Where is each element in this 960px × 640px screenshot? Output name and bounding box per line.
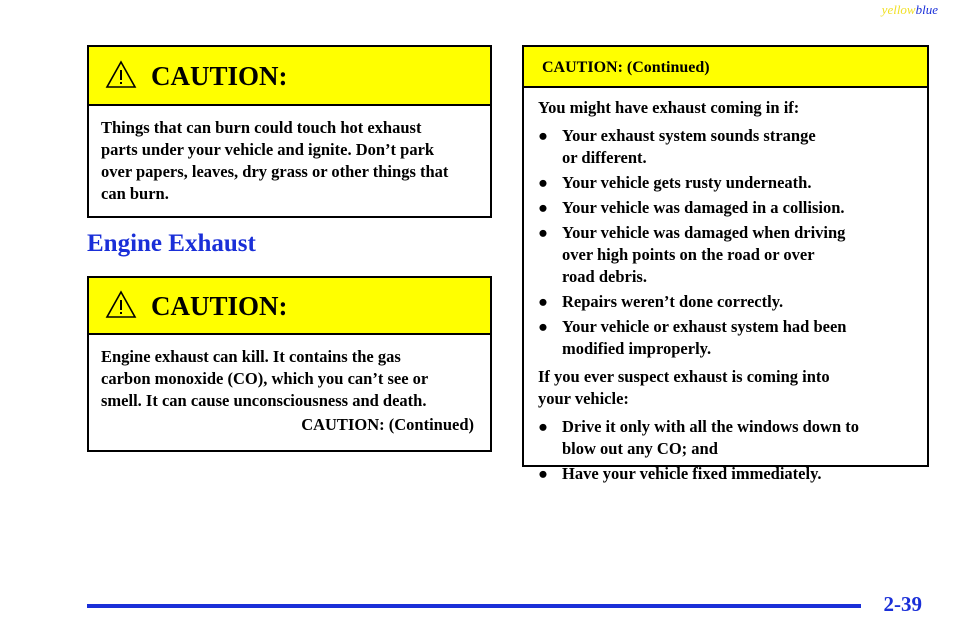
caution-line: Things that can burn could touch hot exhaust bbox=[101, 118, 422, 137]
list-item: ● Your exhaust system sounds strange or different. bbox=[538, 126, 816, 167]
caution-box-burn bbox=[87, 45, 492, 218]
warning-triangle-icon bbox=[105, 60, 137, 89]
bullet-icon: ● bbox=[538, 464, 548, 483]
caution-paragraph: If you ever suspect exhaust is coming into your vehicle: bbox=[538, 367, 830, 408]
warning-triangle-icon bbox=[105, 290, 137, 319]
list-item: ● Drive it only with all the windows down to blow out any CO; and bbox=[538, 417, 860, 458]
caution-continued-header: CAUTION: (Continued) bbox=[542, 59, 710, 76]
list-item: ● Have your vehicle fixed immediately. bbox=[538, 464, 822, 483]
bullet-icon: ● bbox=[538, 317, 548, 336]
bullet-icon: ● bbox=[538, 198, 548, 217]
caution-title: CAUTION: bbox=[151, 291, 288, 321]
caution-line: parts under your vehicle and ignite. Don’t park bbox=[101, 140, 435, 159]
caution-box-exhaust bbox=[87, 276, 492, 452]
list-item: ● Your vehicle gets rusty underneath. bbox=[538, 173, 812, 192]
caution-body bbox=[538, 97, 918, 491]
list-item: ● Your vehicle was damaged when driving over high points on the road or over road debris. bbox=[538, 223, 846, 286]
action-list bbox=[538, 416, 918, 485]
caution-line: can burn. bbox=[101, 184, 169, 203]
caution-title: CAUTION: bbox=[151, 61, 288, 91]
bullet-icon: ● bbox=[538, 126, 548, 145]
list-item: ● Your vehicle or exhaust system had been modified improperly. bbox=[538, 317, 847, 358]
list-item: ● Your vehicle was damaged in a collision. bbox=[538, 198, 845, 217]
caution-line: carbon monoxide (CO), which you can’t see or bbox=[101, 369, 429, 388]
list-item: ● Repairs weren’t done correctly. bbox=[538, 292, 784, 311]
bullet-icon: ● bbox=[538, 223, 548, 242]
corner-label-yellow: yellow bbox=[881, 2, 916, 17]
corner-label bbox=[882, 2, 938, 18]
page-number: 2-39 bbox=[883, 592, 922, 616]
footer-divider bbox=[87, 604, 861, 608]
caution-body bbox=[101, 117, 481, 205]
caution-line: smell. It can cause unconsciousness and death. bbox=[101, 391, 427, 410]
caution-header bbox=[89, 278, 490, 335]
caution-header bbox=[89, 47, 490, 106]
caution-box-continued bbox=[522, 45, 929, 483]
caution-line: over papers, leaves, dry grass or other things that bbox=[101, 162, 449, 181]
bullet-icon: ● bbox=[538, 292, 548, 311]
caution-continued-label: CAUTION: (Continued) bbox=[301, 415, 474, 434]
caution-line: Engine exhaust can kill. It contains the gas bbox=[101, 347, 401, 366]
exhaust-signs-list bbox=[538, 125, 918, 360]
section-title: Engine Exhaust bbox=[87, 230, 256, 257]
caution-header bbox=[524, 47, 927, 88]
caution-body bbox=[101, 346, 481, 412]
bullet-icon: ● bbox=[538, 173, 548, 192]
bullet-icon: ● bbox=[538, 417, 548, 436]
caution-intro: You might have exhaust coming in if: bbox=[538, 98, 800, 117]
corner-label-blue: blue bbox=[915, 2, 938, 17]
